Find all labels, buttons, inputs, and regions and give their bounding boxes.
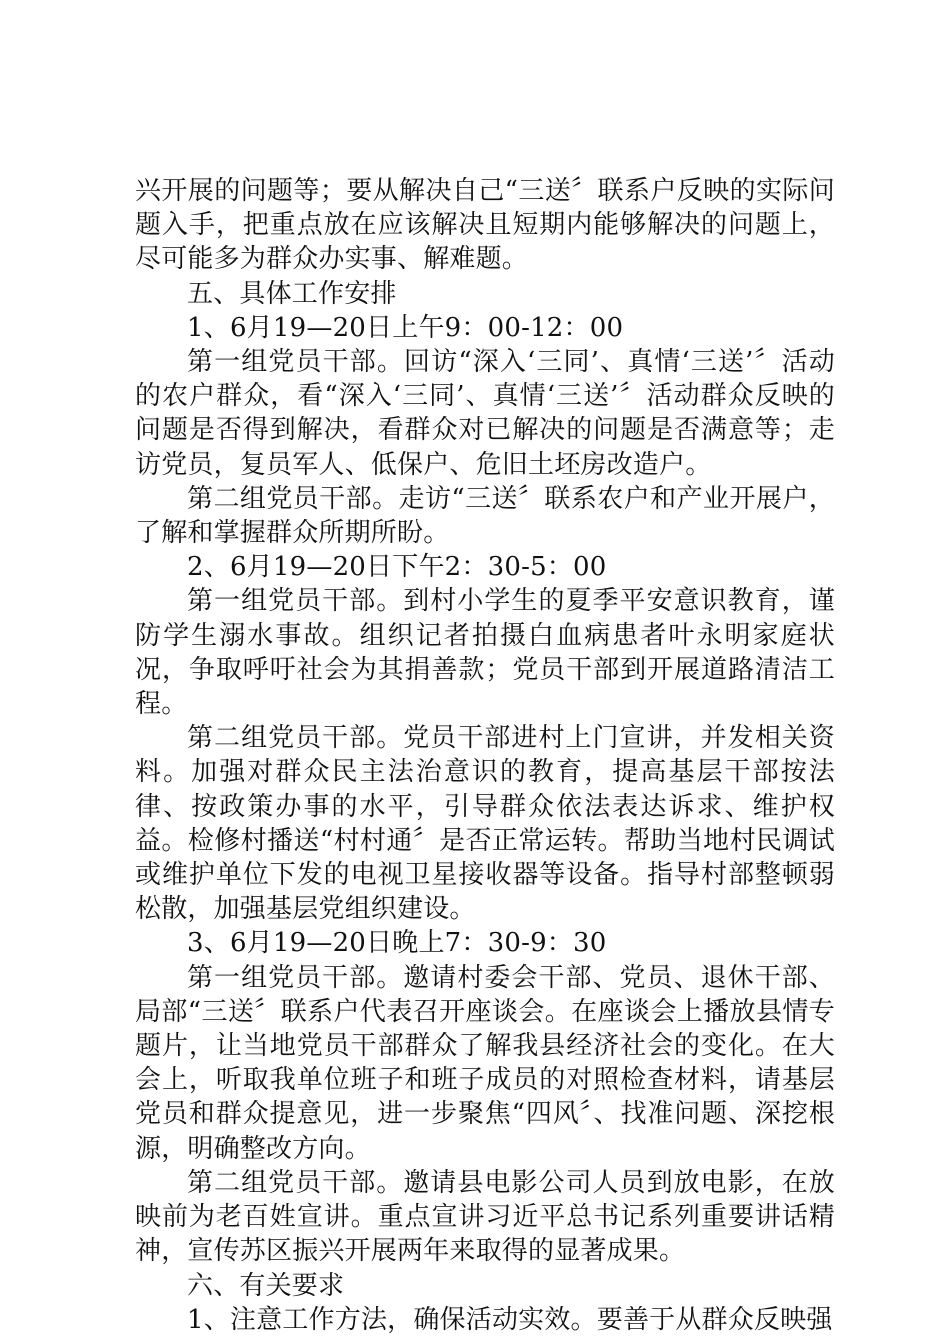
paragraph: 第一组党员干部。到村小学生的夏季平安意识教育，谨防学生溺水事故。组织记者拍摄白血病患者叶永明家庭状况，争取呼吁社会为其捐善款；党员干部到开展道路清洁工程。	[135, 586, 835, 720]
paragraph: 第一组党员干部。回访“深入‘三同’、真情‘三送’〞活动的农户群众，看“深入‘三同’、真情‘三送’〞活动群众反映的问题是否得到解决，看群众对已解决的问题是否满意等；走访党员，复员军人、低保户、危旧土坯房改造户。	[135, 347, 835, 480]
document-body	[135, 174, 835, 1337]
paragraph: 第二组党员干部。走访“三送〞联系农户和产业开展户，了解和掌握群众所期所盼。	[135, 483, 835, 549]
schedule-heading: 3、6月19—20日晚上7：30-9：30	[187, 928, 607, 959]
paragraph: 1、注意工作方法，确保活动实效。要善于从群众反映强	[187, 1304, 833, 1335]
paragraph: 兴开展的问题等；要从解决自己“三送〞联系户反映的实际问题入手，把重点放在应该解决且短期内能够解决的问题上，尽可能多为群众办实事、解难题。	[135, 176, 835, 275]
section-heading: 五、具体工作安排	[187, 278, 397, 309]
paragraph: 第一组党员干部。邀请村委会干部、党员、退休干部、局部“三送〞联系户代表召开座谈会。在座谈会上播放县情专题片，让当地党员干部群众了解我县经济社会的变化。在大会上，听取我单位班子和班子成员的对照检查材料，请基层党员和群众提意见，进一步聚焦“四风〞、找准问题、深挖根源，明确整改方向。	[135, 962, 835, 1164]
paragraph: 第二组党员干部。党员干部进村上门宣讲，并发相关资料。加强对群众民主法治意识的教育，提高基层干部按法律、按政策办事的水平，引导群众依法表达诉求、维护权益。检修村播送“村村通〞是否正常运转。帮助当地村民调试或维护单位下发的电视卫星接收器等设备。指导村部整顿弱松散，加强基层党组织建设。	[135, 723, 835, 925]
schedule-heading: 2、6月19—20日下午2：30-5：00	[187, 552, 607, 583]
section-heading: 六、有关要求	[187, 1270, 345, 1301]
paragraph: 第二组党员干部。邀请县电影公司人员到放电影，在放映前为老百姓宣讲。重点宣讲习近平总书记系列重要讲话精神，宣传苏区振兴开展两年来取得的显著成果。	[135, 1167, 835, 1267]
schedule-heading: 1、6月19—20日上午9：00-12：00	[187, 312, 624, 343]
